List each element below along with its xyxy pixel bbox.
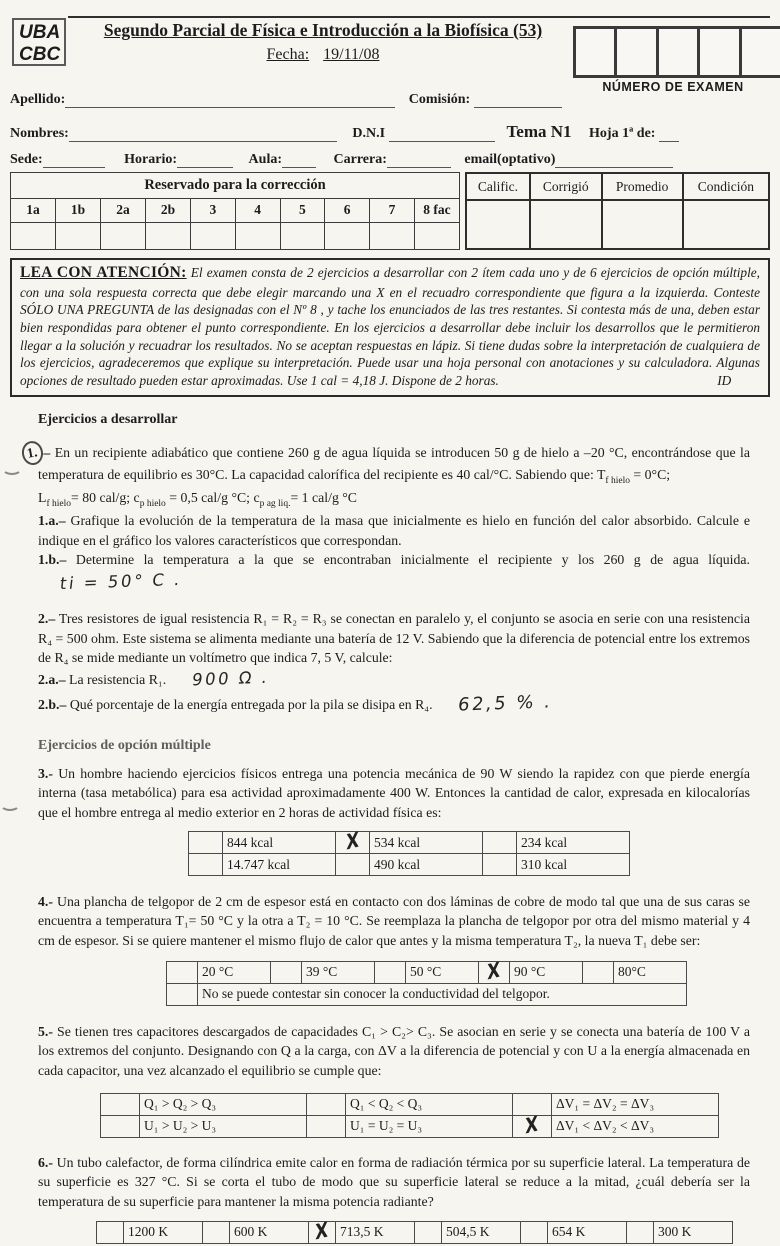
exercise-4-options-table [166, 957, 687, 1006]
hoja-label: Hoja 1ª de: [589, 126, 656, 141]
option-label: No se puede contestar sin conocer la conductividad del telgopor. [198, 983, 687, 1005]
exercise-2b [38, 691, 750, 717]
options-row [167, 961, 687, 983]
exam-body [10, 412, 770, 1244]
grade-cell[interactable] [683, 200, 769, 249]
score-cell[interactable] [235, 223, 280, 250]
correction-col: 3 [191, 198, 236, 223]
logo-line-uba: UBA [19, 22, 61, 43]
nombres-input-line[interactable] [69, 128, 337, 142]
exercise-2-text: Tres resistores de igual resistencia R₁ = R₂ = R₃ se conectan en paralelo y, el conjunto se asocia en serie con una resistencia R₄ = 500 ohm. Este sistema se alimenta mediante una batería de 12 V. Sabiendo que la diferencia de potencial entre los extremos de R₄ se mide mediante un voltímetro que indica 7, 5 V, calcule: [38, 611, 750, 665]
handwritten-answer-2a: 900 Ω . [190, 667, 271, 690]
score-cell[interactable] [55, 223, 100, 250]
exam-number-grid [573, 26, 780, 78]
option-checkbox[interactable] [101, 1093, 140, 1115]
option-checkbox[interactable] [307, 1093, 346, 1115]
option-label: 534 kcal [370, 832, 483, 854]
score-cell[interactable] [191, 223, 236, 250]
option-label: 300 K [654, 1221, 733, 1243]
instructions-box [10, 258, 770, 397]
grade-col-promedio: Promedio [602, 173, 683, 200]
form-row-1 [10, 92, 780, 108]
horario-input-line[interactable] [177, 154, 233, 168]
option-label: 50 °C [406, 961, 479, 983]
section-multiple-heading: Ejercicios de opción múltiple [38, 738, 211, 754]
exercise-1b-text: Determine la temperatura a la que se encontraban inicialmente el recipiente y los 260 g de agua líquida. [75, 552, 750, 568]
exercise-1-constants: $L_{f hielo}= 80$ cal/g; $c_{p hielo} = 0,5$ cal/g °C; $c_{p ag liq.}= 1$ cal/g °C [38, 490, 358, 509]
option-checkbox[interactable] [167, 961, 198, 983]
exam-number-box[interactable] [700, 29, 741, 75]
option-label: ΔV₁ < ΔV₂ < ΔV₃ [552, 1115, 719, 1137]
exam-number-box[interactable] [576, 29, 617, 75]
options-row [97, 1221, 733, 1243]
option-checkbox[interactable] [415, 1221, 442, 1243]
date-label: Fecha: [266, 46, 310, 63]
sede-input-line[interactable] [43, 154, 105, 168]
exercise-2a [38, 667, 750, 690]
tema-label: Tema N1 [506, 122, 572, 141]
option-label: 20 °C [198, 961, 271, 983]
exercise-4 [38, 892, 750, 950]
exercise-3-label: 3.- [38, 766, 53, 782]
exercise-2 [38, 609, 750, 667]
id-label: ID [717, 372, 732, 388]
option-label: 490 kcal [370, 854, 483, 876]
exercise-2a-text: La resistencia R₁. [69, 672, 167, 688]
form-row-2 [10, 122, 780, 142]
option-checkbox[interactable] [307, 1115, 346, 1137]
hoja-input-line[interactable] [659, 128, 679, 142]
score-cell[interactable] [280, 223, 325, 250]
exercise-5 [38, 1022, 750, 1080]
exercise-6 [38, 1153, 750, 1211]
option-checkbox[interactable] [375, 961, 406, 983]
option-label: 654 K [548, 1221, 627, 1243]
correction-score-row [11, 223, 460, 250]
correction-area [10, 172, 770, 250]
option-label: Q₁ < Q₂ < Q₃ [346, 1093, 513, 1115]
exercise-2b-label: 2.b.– [38, 696, 67, 712]
exam-number-box[interactable] [742, 29, 780, 75]
margin-mark-icon [2, 462, 22, 475]
horario-label: Horario: [124, 152, 178, 167]
option-label: 1200 K [124, 1221, 203, 1243]
options-row [189, 832, 630, 854]
option-checkbox[interactable] [309, 1217, 336, 1246]
aula-input-line[interactable] [282, 154, 316, 168]
option-checkbox[interactable] [583, 961, 614, 983]
handwritten-answer-1b: ti = 50° C . [58, 569, 184, 593]
correction-col: 2a [101, 198, 146, 223]
score-cell[interactable] [101, 223, 146, 250]
sede-label: Sede: [10, 152, 43, 167]
option-checkbox[interactable] [336, 854, 370, 876]
option-label: Q₁ > Q₂ > Q₃ [140, 1093, 307, 1115]
x-mark: X [315, 1217, 329, 1246]
option-checkbox[interactable] [483, 854, 517, 876]
aula-label: Aula: [248, 152, 282, 167]
option-checkbox[interactable] [336, 827, 370, 856]
x-mark: X [487, 957, 501, 986]
header-rule [68, 16, 770, 18]
comision-label: Comisión: [408, 92, 471, 107]
exam-number-box[interactable] [659, 29, 700, 75]
exercise-1-dash: – [43, 444, 51, 460]
exercise-2-label: 2.– [38, 611, 56, 627]
grade-col-corrigio: Corrigió [530, 173, 602, 200]
grade-cell[interactable] [466, 200, 530, 249]
exercise-6-options-table [96, 1217, 733, 1246]
grade-table [465, 172, 770, 250]
exercise-2a-label: 2.a.– [38, 672, 66, 688]
options-row [101, 1093, 719, 1115]
correction-col: 4 [235, 198, 280, 223]
carrera-input-line[interactable] [387, 154, 451, 168]
option-checkbox[interactable] [479, 957, 510, 986]
option-label: 39 °C [302, 961, 375, 983]
handwritten-answer-2b: 62,5 % . [456, 690, 554, 716]
exam-number-box[interactable] [617, 29, 658, 75]
option-checkbox[interactable] [271, 961, 302, 983]
date-value: 19/11/08 [323, 46, 380, 63]
option-checkbox[interactable] [513, 1111, 552, 1140]
option-label: 14.747 kcal [223, 854, 336, 876]
exercise-1-text: En un recipiente adiabático que contiene 260 g de agua líquida se introducen 50 g de hielo a –20 °C, encontrándose que la temperatura de equilibrio es 30°C. La capacidad calorífica del recipiente es 40 cal/°C. Sabiendo que: $T_{f hielo} = 0^\circ C$; [38, 444, 751, 486]
exercise-1a [38, 511, 750, 550]
section-desarrollar-heading: Ejercicios a desarrollar [38, 411, 178, 427]
grade-cell[interactable] [530, 200, 602, 249]
option-checkbox[interactable] [189, 854, 223, 876]
score-cell[interactable] [325, 223, 370, 250]
exam-number-label: NÚMERO DE EXAMEN [602, 80, 744, 94]
exercise-3-text: Un hombre haciendo ejercicios físicos entrega una potencia mecánica de 90 W siendo la rapidez con que pierde energía interna (tasa metabólica) para esa actividad aproximadamente 400 W. Entonces la cantidad de calor, expresada en kilocalorías que el hombre entrega al medio exterior en 2 horas de actividad física es: [38, 766, 750, 820]
grade-cell[interactable] [602, 200, 683, 249]
option-checkbox[interactable] [513, 1093, 552, 1115]
option-checkbox[interactable] [167, 983, 198, 1005]
apellido-label: Apellido: [10, 92, 66, 107]
margin-mark-icon [0, 798, 20, 811]
grade-col-condicion: Condición [683, 173, 769, 200]
option-label: 310 kcal [517, 854, 630, 876]
option-checkbox[interactable] [189, 832, 223, 854]
option-label: 80°C [614, 961, 687, 983]
option-checkbox[interactable] [627, 1221, 654, 1243]
grade-value-row [466, 200, 769, 249]
correction-column-labels [11, 198, 460, 223]
email-label: email(optativo) [464, 152, 556, 167]
exercise-1-number-circled: 1. [20, 439, 45, 467]
title-block [76, 20, 570, 64]
dni-label: D.N.I [352, 126, 386, 141]
correction-col: 1a [11, 198, 56, 223]
exercise-1b [38, 550, 750, 593]
option-checkbox[interactable] [203, 1221, 230, 1243]
option-label: 600 K [230, 1221, 309, 1243]
option-checkbox[interactable] [101, 1115, 140, 1137]
option-label: 713,5 K [336, 1221, 415, 1243]
exercise-4-label: 4.- [38, 894, 53, 910]
exercise-2b-text: Qué porcentaje de la energía entregada por la pila se disipa en R₄. [69, 696, 433, 712]
exercise-1a-label: 1.a.– [38, 513, 66, 529]
apellido-input-line[interactable] [65, 94, 395, 108]
email-input-line[interactable] [555, 154, 673, 168]
exercise-5-options-table [100, 1093, 719, 1138]
grade-header-row [466, 173, 769, 200]
options-row [189, 854, 630, 876]
exercise-3-options-table [188, 827, 630, 876]
logo-line-cbc: CBC [19, 43, 61, 65]
grade-col-calific: Calific. [466, 173, 530, 200]
options-row [101, 1115, 719, 1137]
form-row-3 [10, 152, 780, 168]
option-label: ΔV₁ = ΔV₂ = ΔV₃ [552, 1093, 719, 1115]
option-label: 90 °C [510, 961, 583, 983]
instructions-heading: LEA CON ATENCIÓN: [20, 264, 187, 281]
score-cell[interactable] [11, 223, 56, 250]
correction-col: 7 [370, 198, 415, 223]
option-label: U₁ = U₂ = U₃ [346, 1115, 513, 1137]
option-checkbox[interactable] [483, 832, 517, 854]
score-cell[interactable] [370, 223, 415, 250]
exercise-1 [25, 441, 751, 511]
options-footer-row [167, 983, 687, 1005]
score-cell[interactable] [145, 223, 190, 250]
x-mark: X [346, 827, 359, 856]
correction-col: 1b [55, 198, 100, 223]
exercise-1b-label: 1.b.– [38, 552, 67, 568]
exercise-1a-text: Grafique la evolución de la temperatura de la masa que inicialmente es hielo en función del calor absorbido. Calcule e indique en el gráfico los valores característicos que correspondan. [38, 513, 750, 548]
correction-table [10, 172, 460, 250]
option-label: U₁ > U₂ > U₃ [140, 1115, 307, 1137]
nombres-label: Nombres: [10, 126, 69, 141]
option-checkbox[interactable] [97, 1221, 124, 1243]
correction-col: 6 [325, 198, 370, 223]
exercise-6-text: Un tubo calefactor, de forma cilíndrica emite calor en forma de radiación térmica por su superficie lateral. La temperatura de su superficie es 327 °C. Si se corta el tubo de modo que su superficie lateral se reduce a la mitad, ¿cuál debería ser la temperatura de su superficie para mantener la misma potencia radiante? [38, 1154, 750, 1209]
option-checkbox[interactable] [521, 1221, 548, 1243]
dni-input-line[interactable] [389, 128, 495, 142]
uba-cbc-logo [12, 18, 66, 66]
exercise-5-text: Se tienen tres capacitores descargados de capacidades C₁ > C₂> C₃. Se asocian en serie y se conecta una batería de 100 V a los extremos del conjunto. Designando con Q a la carga, con ΔV a la diferencia de potencial y con U a la energía almacenada en cada capacitor, una vez alcanzado el equilibrio se cumple que: [38, 1023, 750, 1078]
instructions-body: El examen consta de 2 ejercicios a desarrollar con 2 ítem cada uno y de 6 ejercicios de opción múltiple, con una sola respuesta correcta que debe elegir marcando una X en el recuadro correspondiente que figura a la izquierda. Conteste SÓLO UNA PREGUNTA de las designadas con el Nº 8 , y tache los enunciados de las tres restantes. Si contesta más de una, deben estar bien respondidas para obtener el punto correspondiente. En los ejercicios a desarrollar debe incluir los desarrollos que le permitieron llegar a la solución y recuadrar los resultados. No se aceptan respuestas en lápiz. Si tiene dudas sobre la interpretación de cualquiera de los ejercicios, agradeceremos que explique su interpretación. Puede usar una hoja personal con anotaciones y su calculadora. Algunas opciones de resultado pueden estar aproximadas. Use 1 cal = 4,18 J. Dispone de 2 horas. [20, 265, 760, 388]
comision-input-line[interactable] [474, 94, 562, 108]
exercise-3 [38, 764, 750, 822]
exercise-5-label: 5.- [38, 1023, 53, 1039]
exercise-4-text: Una plancha de telgopor de 2 cm de espesor está en contacto con dos láminas de cobre de modo tal que una de sus caras se encuentra a temperatura T₁= 50 °C y la otra a T₂ = 10 °C. Se reemplaza la plancha de telgopor por otra del mismo material y 4 cm de espesor. Si se quiere mantener el mismo flujo de calor que antes y la misma temperatura T₂, la nueva T₁ debe ser: [38, 894, 750, 948]
carrera-label: Carrera: [333, 152, 387, 167]
correction-col: 5 [280, 198, 325, 223]
correction-title: Reservado para la corrección [11, 173, 460, 199]
x-mark: X [525, 1111, 539, 1140]
page-title: Segundo Parcial de Física e Introducción a la Biofísica (53) [103, 20, 543, 40]
correction-col: 2b [145, 198, 190, 223]
exercise-6-label: 6.- [38, 1154, 53, 1170]
option-label: 504,5 K [442, 1221, 521, 1243]
correction-col: 8 fac [414, 198, 459, 223]
option-label: 844 kcal [223, 832, 336, 854]
score-cell[interactable] [414, 223, 459, 250]
header [10, 10, 770, 170]
option-label: 234 kcal [517, 832, 630, 854]
date-line [76, 46, 570, 64]
